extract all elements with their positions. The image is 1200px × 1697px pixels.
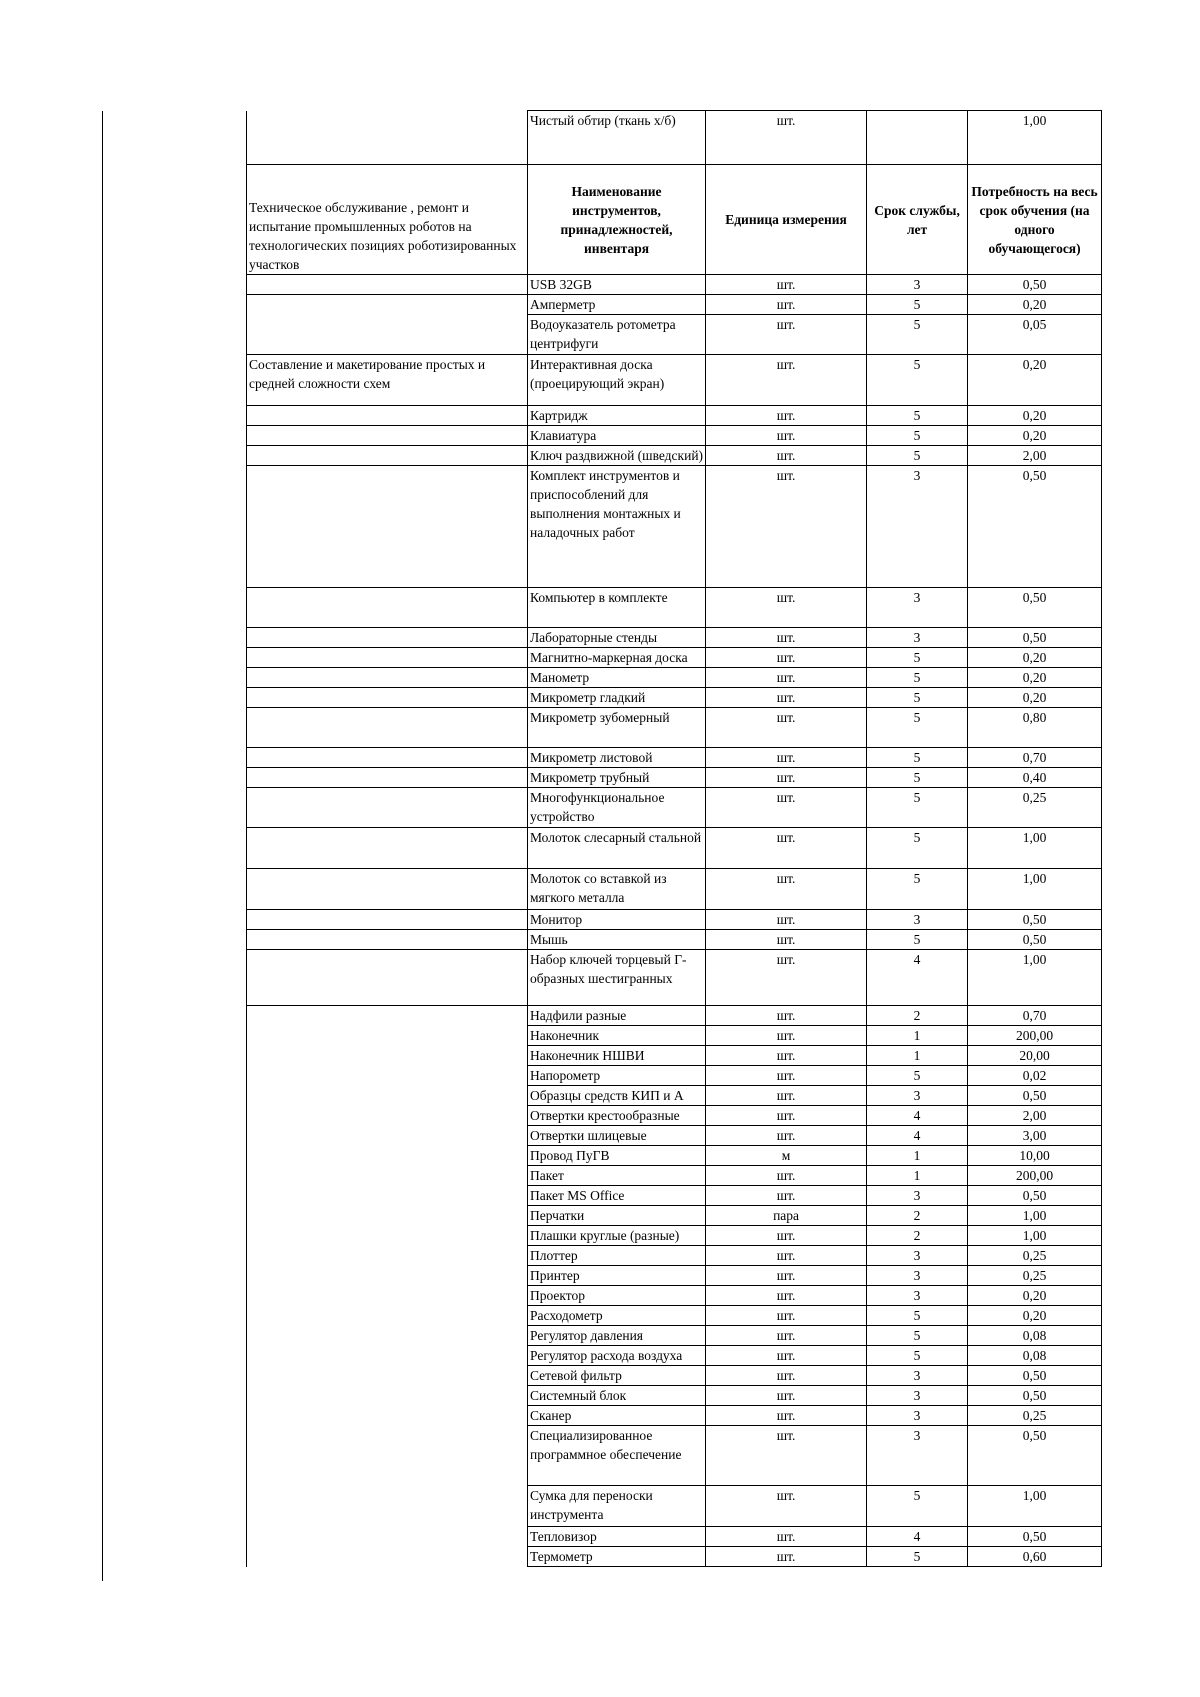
unit-cell: шт.	[706, 910, 867, 930]
service-life-cell: 3	[867, 466, 968, 588]
unit-cell: шт.	[706, 588, 867, 628]
unit-cell: шт.	[706, 1486, 867, 1527]
service-life-cell: 5	[867, 406, 968, 426]
section-cell	[247, 1026, 528, 1046]
service-life-cell: 3	[867, 910, 968, 930]
need-cell: 0,50	[968, 1386, 1102, 1406]
unit-cell: шт.	[706, 768, 867, 788]
unit-cell: шт.	[706, 1086, 867, 1106]
unit-cell: шт.	[706, 1126, 867, 1146]
unit-cell: шт.	[706, 406, 867, 426]
unit-cell: шт.	[706, 1246, 867, 1266]
table-row	[247, 768, 1102, 788]
need-cell: 0,08	[968, 1326, 1102, 1346]
need-cell: 0,40	[968, 768, 1102, 788]
table-row	[247, 1286, 1102, 1306]
unit-cell: пара	[706, 1206, 867, 1226]
unit-cell: шт.	[706, 708, 867, 748]
equipment-table-body	[247, 111, 1102, 1567]
section-cell	[247, 1186, 528, 1206]
unit-cell: шт.	[706, 355, 867, 406]
equipment-table	[246, 110, 1102, 1567]
unit-cell: шт.	[706, 315, 867, 355]
item-name-cell: Ключ раздвижной (шведский)	[528, 446, 706, 466]
service-life-cell: 3	[867, 628, 968, 648]
need-cell: 1,00	[968, 828, 1102, 869]
unit-cell: шт.	[706, 1026, 867, 1046]
unit-cell: шт.	[706, 275, 867, 295]
item-name-cell: Наконечник НШВИ	[528, 1046, 706, 1066]
section-cell	[247, 1326, 528, 1346]
item-name-cell: Мышь	[528, 930, 706, 950]
table-row	[247, 1166, 1102, 1186]
need-cell: 0,50	[968, 1527, 1102, 1547]
item-name-cell: Надфили разные	[528, 1006, 706, 1026]
section-cell	[247, 1266, 528, 1286]
unit-cell: шт.	[706, 688, 867, 708]
section-cell	[247, 768, 528, 788]
service-life-cell: 4	[867, 950, 968, 1006]
service-life-cell: 5	[867, 426, 968, 446]
section-cell	[247, 315, 528, 355]
service-life-cell: 3	[867, 1406, 968, 1426]
section-cell	[247, 930, 528, 950]
table-row	[247, 1346, 1102, 1366]
item-name-cell: Плашки круглые (разные)	[528, 1226, 706, 1246]
table-row	[247, 1006, 1102, 1026]
table-row	[247, 1046, 1102, 1066]
table-row	[247, 869, 1102, 910]
service-life-cell: 4	[867, 1126, 968, 1146]
section-cell	[247, 748, 528, 768]
item-name-cell: Микрометр трубный	[528, 768, 706, 788]
need-cell: 20,00	[968, 1046, 1102, 1066]
table-row	[247, 1026, 1102, 1046]
table-row	[247, 648, 1102, 668]
table-row	[247, 828, 1102, 869]
need-cell: 0,70	[968, 1006, 1102, 1026]
section-cell	[247, 1206, 528, 1226]
table-row	[247, 111, 1102, 165]
unit-cell: шт.	[706, 1426, 867, 1486]
section-cell	[247, 1406, 528, 1426]
service-life-cell: 3	[867, 1086, 968, 1106]
unit-cell: шт.	[706, 111, 867, 165]
need-cell: 0,80	[968, 708, 1102, 748]
service-life-cell: 3	[867, 1366, 968, 1386]
unit-cell: шт.	[706, 1266, 867, 1286]
need-cell: 0,20	[968, 1306, 1102, 1326]
section-cell	[247, 648, 528, 668]
section-cell	[247, 406, 528, 426]
item-name-cell: Специализированное программное обеспечение	[528, 1426, 706, 1486]
section-cell	[247, 1066, 528, 1086]
section-cell	[247, 1166, 528, 1186]
need-cell: 0,50	[968, 588, 1102, 628]
service-life-cell: 5	[867, 788, 968, 828]
service-life-cell: 5	[867, 1066, 968, 1086]
item-name-cell: Чистый обтир (ткань х/б)	[528, 111, 706, 165]
section-cell	[247, 275, 528, 295]
service-life-cell: 5	[867, 688, 968, 708]
service-life-cell: 1	[867, 1046, 968, 1066]
table-row	[247, 950, 1102, 1006]
need-cell: 0,25	[968, 1266, 1102, 1286]
service-life-cell: 3	[867, 275, 968, 295]
section-cell	[247, 1366, 528, 1386]
unit-cell: шт.	[706, 1006, 867, 1026]
item-name-cell: Регулятор давления	[528, 1326, 706, 1346]
need-cell: 2,00	[968, 1106, 1102, 1126]
need-cell: 1,00	[968, 1486, 1102, 1527]
need-cell: 0,20	[968, 1286, 1102, 1306]
need-cell: 1,00	[968, 950, 1102, 1006]
item-name-cell: Проектор	[528, 1286, 706, 1306]
section-cell	[247, 1486, 528, 1527]
need-cell: 0,50	[968, 628, 1102, 648]
unit-cell: шт.	[706, 869, 867, 910]
unit-cell: м	[706, 1146, 867, 1166]
item-name-cell: Компьютер в комплекте	[528, 588, 706, 628]
section-cell	[247, 910, 528, 930]
header-life-cell: Срок службы, лет	[867, 165, 968, 275]
service-life-cell: 5	[867, 315, 968, 355]
table-row	[247, 1426, 1102, 1486]
table-row	[247, 1366, 1102, 1386]
section-cell	[247, 708, 528, 748]
service-life-cell	[867, 111, 968, 165]
section-cell	[247, 1226, 528, 1246]
item-name-cell: Образцы средств КИП и А	[528, 1086, 706, 1106]
section-cell	[247, 466, 528, 588]
table-row	[247, 588, 1102, 628]
unit-cell: шт.	[706, 1406, 867, 1426]
need-cell: 2,00	[968, 446, 1102, 466]
table-row	[247, 748, 1102, 768]
item-name-cell: Набор ключей торцевый Г-образных шестигранных	[528, 950, 706, 1006]
item-name-cell: Микрометр гладкий	[528, 688, 706, 708]
need-cell: 0,50	[968, 1366, 1102, 1386]
unit-cell: шт.	[706, 1547, 867, 1567]
table-row	[247, 1406, 1102, 1426]
table-row	[247, 1186, 1102, 1206]
need-cell: 200,00	[968, 1166, 1102, 1186]
service-life-cell: 3	[867, 1186, 968, 1206]
table-row	[247, 1486, 1102, 1527]
unit-cell: шт.	[706, 1306, 867, 1326]
item-name-cell: Молоток со вставкой из мягкого металла	[528, 869, 706, 910]
unit-cell: шт.	[706, 628, 867, 648]
need-cell: 1,00	[968, 1206, 1102, 1226]
section-cell	[247, 588, 528, 628]
service-life-cell: 3	[867, 1246, 968, 1266]
service-life-cell: 5	[867, 648, 968, 668]
section-cell: Составление и макетирование простых и средней сложности схем	[247, 355, 528, 406]
service-life-cell: 5	[867, 828, 968, 869]
table-row	[247, 910, 1102, 930]
item-name-cell: Лабораторные стенды	[528, 628, 706, 648]
service-life-cell: 5	[867, 1486, 968, 1527]
need-cell: 0,05	[968, 315, 1102, 355]
need-cell: 0,25	[968, 1406, 1102, 1426]
service-life-cell: 5	[867, 295, 968, 315]
unit-cell: шт.	[706, 295, 867, 315]
unit-cell: шт.	[706, 426, 867, 446]
table-row	[247, 275, 1102, 295]
item-name-cell: Многофункциональное устройство	[528, 788, 706, 828]
table-row	[247, 315, 1102, 355]
item-name-cell: Монитор	[528, 910, 706, 930]
service-life-cell: 4	[867, 1106, 968, 1126]
table-row	[247, 1206, 1102, 1226]
table-row	[247, 1246, 1102, 1266]
header-name-cell: Наименование инструментов, принадлежностей, инвентаря	[528, 165, 706, 275]
service-life-cell: 5	[867, 446, 968, 466]
service-life-cell: 5	[867, 1326, 968, 1346]
need-cell: 3,00	[968, 1126, 1102, 1146]
section-cell	[247, 628, 528, 648]
section-cell	[247, 1426, 528, 1486]
need-cell: 0,20	[968, 648, 1102, 668]
table-row	[247, 426, 1102, 446]
section-cell	[247, 1046, 528, 1066]
service-life-cell: 5	[867, 748, 968, 768]
unit-cell: шт.	[706, 668, 867, 688]
service-life-cell: 5	[867, 355, 968, 406]
item-name-cell: Манометр	[528, 668, 706, 688]
service-life-cell: 5	[867, 768, 968, 788]
section-cell	[247, 828, 528, 869]
section-cell	[247, 869, 528, 910]
header-need-cell: Потребность на весь срок обучения (на одного обучающегося)	[968, 165, 1102, 275]
table-row	[247, 788, 1102, 828]
need-cell: 0,50	[968, 910, 1102, 930]
need-cell: 0,50	[968, 1186, 1102, 1206]
need-cell: 0,08	[968, 1346, 1102, 1366]
item-name-cell: Расходометр	[528, 1306, 706, 1326]
unit-cell: шт.	[706, 1286, 867, 1306]
unit-cell: шт.	[706, 930, 867, 950]
item-name-cell: USB 32GB	[528, 275, 706, 295]
table-row	[247, 688, 1102, 708]
need-cell: 0,20	[968, 295, 1102, 315]
item-name-cell: Сетевой фильтр	[528, 1366, 706, 1386]
service-life-cell: 5	[867, 708, 968, 748]
unit-cell: шт.	[706, 1226, 867, 1246]
table-row	[247, 1226, 1102, 1246]
table-row	[247, 1386, 1102, 1406]
table-header-row	[247, 165, 1102, 275]
unit-cell: шт.	[706, 1366, 867, 1386]
section-cell	[247, 111, 528, 165]
need-cell: 0,50	[968, 275, 1102, 295]
item-name-cell: Пакет	[528, 1166, 706, 1186]
need-cell: 1,00	[968, 869, 1102, 910]
table-row	[247, 1066, 1102, 1086]
item-name-cell: Молоток слесарный стальной	[528, 828, 706, 869]
service-life-cell: 5	[867, 930, 968, 950]
unit-cell: шт.	[706, 1106, 867, 1126]
service-life-cell: 5	[867, 1346, 968, 1366]
item-name-cell: Плоттер	[528, 1246, 706, 1266]
item-name-cell: Микрометр листовой	[528, 748, 706, 768]
unit-cell: шт.	[706, 1527, 867, 1547]
section-cell	[247, 1527, 528, 1547]
item-name-cell: Напорометр	[528, 1066, 706, 1086]
section-cell	[247, 950, 528, 1006]
need-cell: 0,25	[968, 1246, 1102, 1266]
service-life-cell: 2	[867, 1226, 968, 1246]
service-life-cell: 3	[867, 588, 968, 628]
service-life-cell: 1	[867, 1026, 968, 1046]
table-row	[247, 295, 1102, 315]
section-cell	[247, 688, 528, 708]
item-name-cell: Комплект инструментов и приспособлений для выполнения монтажных и наладочных работ	[528, 466, 706, 588]
need-cell: 0,20	[968, 426, 1102, 446]
unit-cell: шт.	[706, 648, 867, 668]
table-row	[247, 1326, 1102, 1346]
service-life-cell: 3	[867, 1266, 968, 1286]
section-cell	[247, 788, 528, 828]
section-cell	[247, 1126, 528, 1146]
service-life-cell: 3	[867, 1286, 968, 1306]
service-life-cell: 4	[867, 1527, 968, 1547]
item-name-cell: Принтер	[528, 1266, 706, 1286]
item-name-cell: Сканер	[528, 1406, 706, 1426]
need-cell: 0,60	[968, 1547, 1102, 1567]
item-name-cell: Магнитно-маркерная доска	[528, 648, 706, 668]
need-cell: 0,50	[968, 930, 1102, 950]
table-row	[247, 668, 1102, 688]
item-name-cell: Провод ПуГВ	[528, 1146, 706, 1166]
table-row	[247, 355, 1102, 406]
table-row	[247, 1527, 1102, 1547]
table-row	[247, 1306, 1102, 1326]
item-name-cell: Амперметр	[528, 295, 706, 315]
service-life-cell: 5	[867, 1547, 968, 1567]
table-row	[247, 628, 1102, 648]
need-cell: 0,25	[968, 788, 1102, 828]
need-cell: 1,00	[968, 1226, 1102, 1246]
item-name-cell: Наконечник	[528, 1026, 706, 1046]
table-row	[247, 1126, 1102, 1146]
section-cell	[247, 1106, 528, 1126]
header-unit-cell: Единица измерения	[706, 165, 867, 275]
table-row	[247, 446, 1102, 466]
service-life-cell: 2	[867, 1006, 968, 1026]
table-row	[247, 930, 1102, 950]
service-life-cell: 5	[867, 668, 968, 688]
section-cell	[247, 1306, 528, 1326]
service-life-cell: 3	[867, 1426, 968, 1486]
section-cell	[247, 1086, 528, 1106]
section-cell: Техническое обслуживание , ремонт и испытание промышленных роботов на технологических позициях роботизированных участков	[247, 165, 528, 275]
section-cell	[247, 426, 528, 446]
table-row	[247, 708, 1102, 748]
section-cell	[247, 668, 528, 688]
table-row	[247, 1086, 1102, 1106]
unit-cell: шт.	[706, 1326, 867, 1346]
item-name-cell: Термометр	[528, 1547, 706, 1567]
table-row	[247, 1106, 1102, 1126]
item-name-cell: Сумка для переноски инструмента	[528, 1486, 706, 1527]
need-cell: 0,50	[968, 1086, 1102, 1106]
service-life-cell: 1	[867, 1146, 968, 1166]
section-cell	[247, 1386, 528, 1406]
section-cell	[247, 446, 528, 466]
need-cell: 0,20	[968, 355, 1102, 406]
service-life-cell: 2	[867, 1206, 968, 1226]
section-cell	[247, 1246, 528, 1266]
section-cell	[247, 295, 528, 315]
item-name-cell: Пакет MS Office	[528, 1186, 706, 1206]
section-cell	[247, 1006, 528, 1026]
item-name-cell: Системный блок	[528, 1386, 706, 1406]
item-name-cell: Регулятор расхода воздуха	[528, 1346, 706, 1366]
unit-cell: шт.	[706, 466, 867, 588]
item-name-cell: Интерактивная доска (проецирующий экран)	[528, 355, 706, 406]
item-name-cell: Тепловизор	[528, 1527, 706, 1547]
table-row	[247, 406, 1102, 426]
item-name-cell: Водоуказатель ротометра центрифуги	[528, 315, 706, 355]
need-cell: 10,00	[968, 1146, 1102, 1166]
section-cell	[247, 1547, 528, 1567]
item-name-cell: Клавиатура	[528, 426, 706, 446]
item-name-cell: Отвертки шлицевые	[528, 1126, 706, 1146]
table-row	[247, 1547, 1102, 1567]
need-cell: 0,20	[968, 406, 1102, 426]
section-cell	[247, 1346, 528, 1366]
unit-cell: шт.	[706, 1386, 867, 1406]
page-margin-rule	[102, 111, 103, 1581]
need-cell: 1,00	[968, 111, 1102, 165]
unit-cell: шт.	[706, 1346, 867, 1366]
table-row	[247, 1266, 1102, 1286]
need-cell: 0,70	[968, 748, 1102, 768]
item-name-cell: Перчатки	[528, 1206, 706, 1226]
unit-cell: шт.	[706, 446, 867, 466]
service-life-cell: 1	[867, 1166, 968, 1186]
unit-cell: шт.	[706, 828, 867, 869]
unit-cell: шт.	[706, 788, 867, 828]
section-cell	[247, 1146, 528, 1166]
unit-cell: шт.	[706, 1046, 867, 1066]
item-name-cell: Отвертки крестообразные	[528, 1106, 706, 1126]
need-cell: 0,02	[968, 1066, 1102, 1086]
section-cell	[247, 1286, 528, 1306]
need-cell: 0,50	[968, 466, 1102, 588]
item-name-cell: Микрометр зубомерный	[528, 708, 706, 748]
need-cell: 0,20	[968, 688, 1102, 708]
unit-cell: шт.	[706, 1186, 867, 1206]
unit-cell: шт.	[706, 1166, 867, 1186]
service-life-cell: 3	[867, 1386, 968, 1406]
need-cell: 0,20	[968, 668, 1102, 688]
item-name-cell: Картридж	[528, 406, 706, 426]
unit-cell: шт.	[706, 748, 867, 768]
service-life-cell: 5	[867, 869, 968, 910]
unit-cell: шт.	[706, 1066, 867, 1086]
table-row	[247, 466, 1102, 588]
table-row	[247, 1146, 1102, 1166]
need-cell: 200,00	[968, 1026, 1102, 1046]
unit-cell: шт.	[706, 950, 867, 1006]
service-life-cell: 5	[867, 1306, 968, 1326]
need-cell: 0,50	[968, 1426, 1102, 1486]
